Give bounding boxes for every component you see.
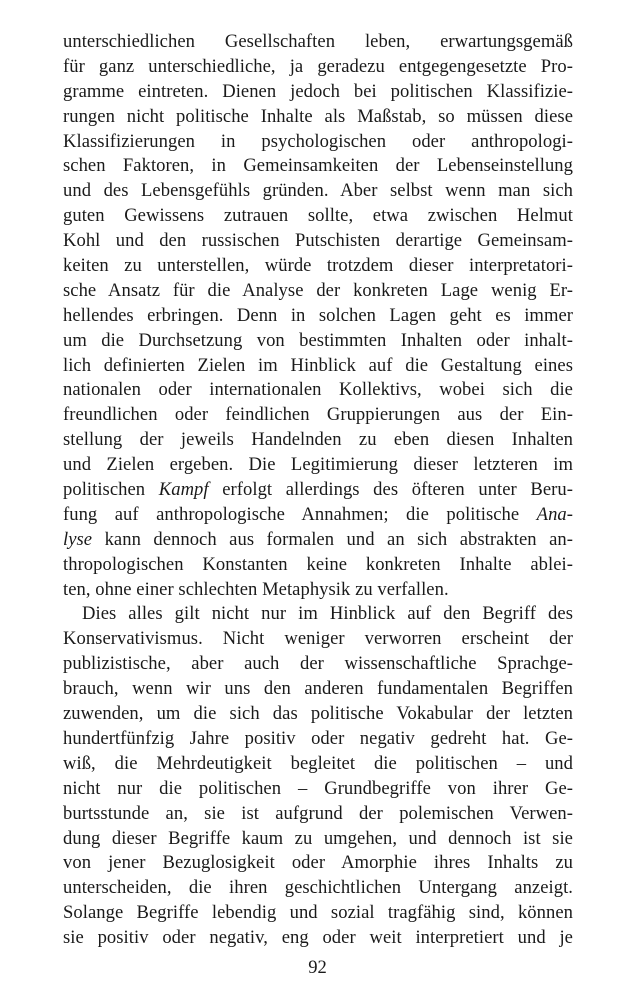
text-line: sche Ansatz für die Analyse der konkreten Lage wenig Er-: [63, 279, 573, 301]
italic-term: Kampf: [158, 479, 209, 501]
text-line: unterscheiden, die ihren geschichtlichen Untergang anzeigt.: [63, 877, 573, 899]
text-line: wiß, die Mehrdeutigkeit begleitet die politischen – und: [63, 752, 573, 774]
text-line: burtsstunde an, sie ist aufgrund der polemischen Verwen-: [63, 802, 573, 824]
text-line: nicht nur die politischen – Grundbegriffe von ihrer Ge-: [63, 777, 573, 799]
text-line: Solange Begriffe lebendig und sozial tragfähig sind, können: [63, 902, 573, 924]
italic-term: lyse: [63, 528, 93, 550]
document-page: [63, 30, 573, 951]
text-line: thropologischen Konstanten keine konkreten Inhalte ablei-: [63, 553, 573, 575]
text-line: und Zielen ergeben. Die Legitimierung dieser letzteren im: [63, 454, 573, 476]
text-line: hellendes erbringen. Denn in solchen Lagen geht es immer: [63, 304, 573, 326]
text-line: guten Gewissens zutrauen sollte, etwa zwischen Helmut: [63, 205, 573, 227]
text-line: gramme eintreten. Dienen jedoch bei politischen Klassifizie-: [63, 80, 573, 102]
text-line: hundertfünfzig Jahre positiv oder negativ gedreht hat. Ge-: [63, 727, 573, 749]
text-fragment: politischen: [63, 479, 159, 501]
text-line: zuwenden, um die sich das politische Vokabular der letzten: [63, 703, 573, 725]
text-line: publizistische, aber auch der wissenschaftliche Sprachge-: [63, 653, 573, 675]
text-line: von jener Bezuglosigkeit oder Amorphie ihres Inhalts zu: [63, 852, 573, 874]
text-line: unterschiedlichen Gesellschaften leben, erwartungsgemäß: [63, 31, 573, 52]
text-line: schen Faktoren, in Gemeinsamkeiten der Lebenseinstellung: [63, 155, 573, 177]
text-line: keiten zu unterstellen, würde trotzdem dieser interpretatori-: [63, 255, 573, 277]
text-line: [63, 478, 573, 503]
text-line: sie positiv oder negativ, eng oder weit interpretiert und je: [63, 927, 573, 949]
text-line: um die Durchsetzung von bestimmten Inhalten oder inhalt-: [63, 329, 573, 351]
text-fragment: fung auf anthropologische Annahmen; die politische: [63, 503, 537, 525]
text-line: Kohl und den russischen Putschisten derartige Gemeinsam-: [63, 230, 573, 252]
text-line: freundlichen oder feindlichen Gruppierungen aus der Ein-: [63, 404, 573, 426]
text-line: brauch, wenn wir uns den anderen fundamentalen Begriffen: [63, 678, 573, 700]
text-line: stellung der jeweils Handelnden zu eben diesen Inhalten: [63, 429, 573, 451]
text-line: rungen nicht politische Inhalte als Maßstab, so müssen diese: [63, 105, 573, 127]
italic-term: Ana-: [536, 503, 573, 525]
text-line: für ganz unterschiedliche, ja geradezu entgegengesetzte Pro-: [63, 55, 573, 77]
text-line: [63, 528, 573, 553]
paragraph-1: [63, 30, 573, 602]
text-line: [63, 503, 573, 528]
text-fragment: erfolgt allerdings des öfteren unter Beru-: [208, 479, 573, 501]
text-line: Dies alles gilt nicht nur im Hinblick auf den Begriff des: [82, 603, 573, 625]
page-number: 92: [308, 957, 327, 978]
text-line: lich definierten Zielen im Hinblick auf die Gestaltung eines: [63, 354, 573, 376]
paragraph-2: [63, 602, 573, 950]
text-line: und des Lebensgefühls gründen. Aber selbst wenn man sich: [63, 180, 573, 202]
text-line: ten, ohne einer schlechten Metaphysik zu verfallen.: [63, 578, 449, 600]
text-line: Konservativismus. Nicht weniger verworren erscheint der: [63, 628, 573, 650]
text-fragment: kann dennoch aus formalen und an sich abstrakten an-: [92, 528, 573, 550]
text-line: dung dieser Begriffe kaum zu umgehen, und dennoch ist sie: [63, 827, 573, 849]
text-line: nationalen oder internationalen Kollektivs, wobei sich die: [63, 379, 573, 401]
text-line: Klassifizierungen in psychologischen oder anthropologi-: [63, 130, 573, 152]
